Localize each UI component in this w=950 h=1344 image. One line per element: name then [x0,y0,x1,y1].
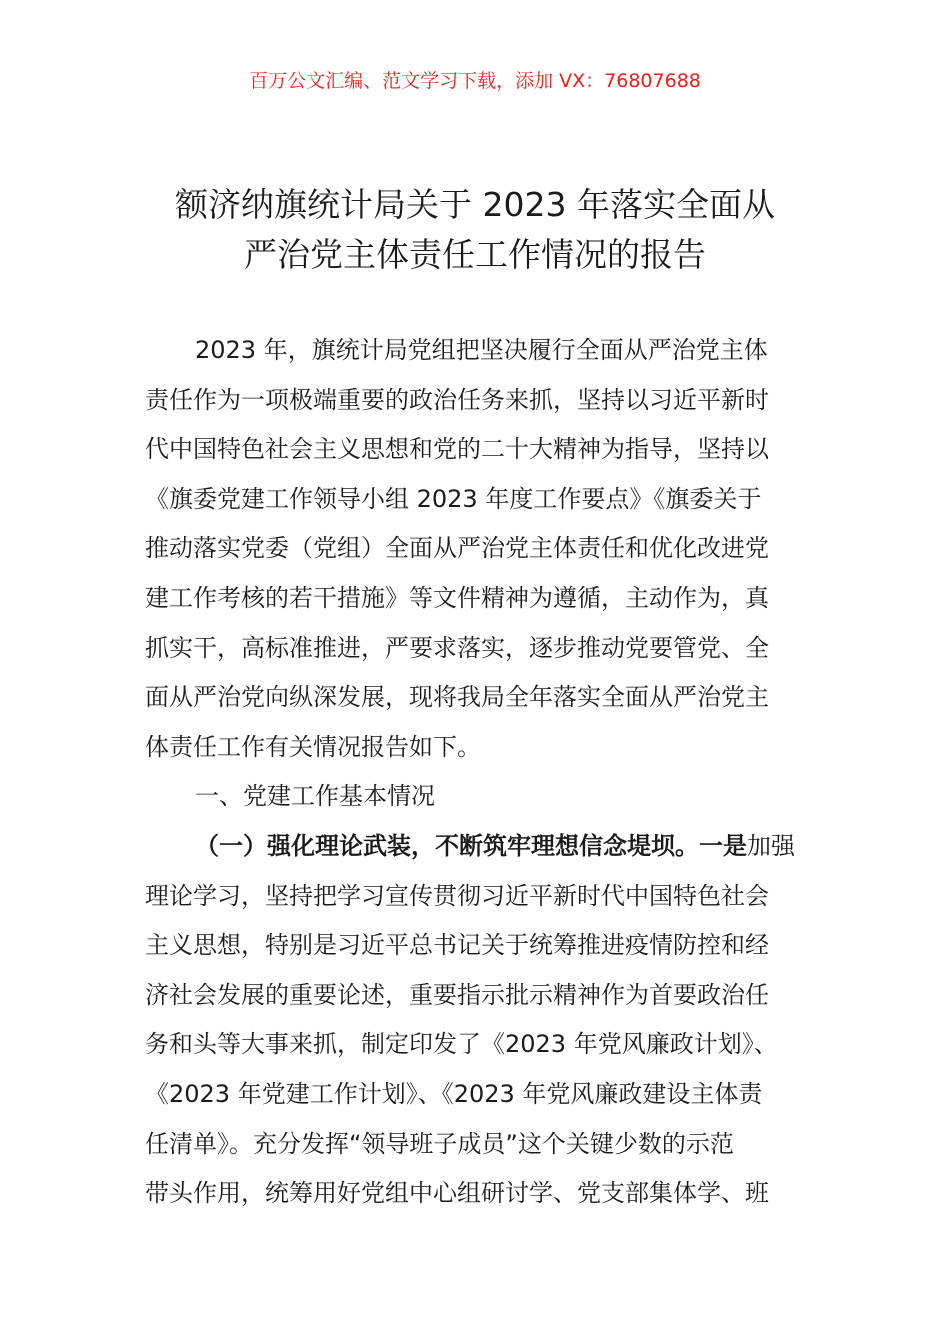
title-line-2: 严治党主体责任工作情况的报告 [244,235,706,274]
paragraph-line: 带头作用，统筹用好党组中心组研讨学、党支部集体学、班 [145,1179,769,1208]
subsection-heading: （一）强化理论武装，不断筑牢理想信念堤坝。 [195,831,699,860]
paragraph-line: 抓实干，高标准推进，严要求落实，逐步推动党要管党、全 [145,633,769,662]
paragraph-line: 《2023 年党建工作计划》、《2023 年党风廉政建设主体责 [145,1079,763,1108]
paragraph-line: 体责任工作有关情况报告如下。 [145,732,481,761]
paragraph-line: 建工作考核的若干措施》等文件精神为遵循，主动作为，真 [145,583,769,612]
watermark-text: 百万公文汇编、范文学习下载，添加 VX：76807688 [249,70,701,92]
subsection-first-line [145,822,805,872]
document-title [120,180,830,280]
document-body [145,326,805,1219]
paragraph-line: 2023 年，旗统计局党组把坚决履行全面从严治党主体 [195,336,768,364]
title-line-1: 额济纳旗统计局关于 2023 年落实全面从 [175,185,775,224]
paragraph-line: 代中国特色社会主义思想和党的二十大精神为指导，坚持以 [145,435,769,464]
paragraph-line: 济社会发展的重要论述，重要指示批示精神作为首要政治任 [145,980,769,1009]
paragraph-line: 主义思想，特别是习近平总书记关于统筹推进疫情防控和经 [145,931,769,960]
subsection-lead: 一是 [699,831,747,860]
subsection-text: 加强 [747,831,795,860]
paragraph-line: 任清单》。充分发挥“领导班子成员”这个关键少数的示范 [145,1129,734,1158]
paragraph-line: 责任作为一项极端重要的政治任务来抓，坚持以习近平新时 [145,385,769,414]
paragraph-line: 面从严治党向纵深发展，现将我局全年落实全面从严治党主 [145,683,769,712]
section-heading: 一、党建工作基本情况 [195,782,435,811]
paragraph-line: 理论学习，坚持把学习宣传贯彻习近平新时代中国特色社会 [145,881,769,910]
paragraph-line: 务和头等大事来抓，制定印发了《2023 年党风廉政计划》、 [145,1030,778,1059]
paragraph-line: 《旗委党建工作领导小组 2023 年度工作要点》《旗委关于 [145,484,762,513]
paragraph-line: 推动落实党委（党组）全面从严治党主体责任和优化改进党 [145,534,769,563]
